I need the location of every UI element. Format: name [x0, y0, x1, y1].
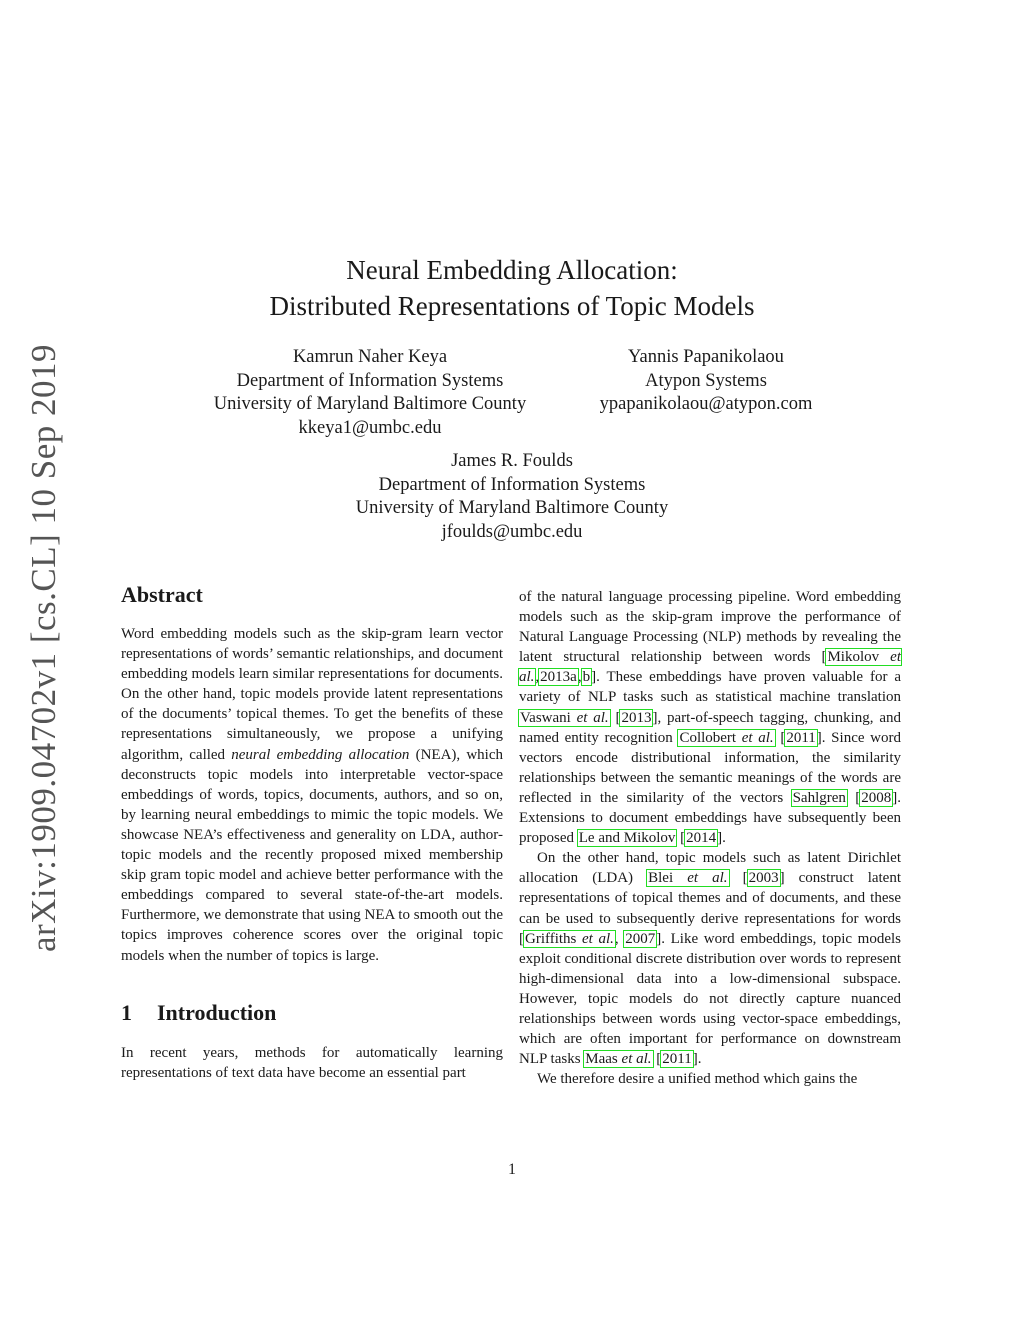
arxiv-identifier: arXiv:1909.04702v1 [cs.CL] 10 Sep 2019: [24, 343, 63, 953]
citation-link-maas[interactable]: Maas et al.: [585, 1051, 652, 1068]
author-dept: Department of Information Systems: [378, 474, 646, 495]
intro-paragraph-2: On the other hand, topic models such as latent Dirichlet allocation (LDA) Blei et al. [2003] construct latent representations of topical themes and of documents, and these can be used to subsequently derive representations for words [Griffiths et al., 2007]. Like word embeddings, topic models exploit conditional discrete distribution over words to represent high-dimensional data into a low-dimensional subspace. However, topic models do not directly capture nuanced relationships between words using vector-space embeddings, which are often important for performance on downstream NLP tasks Maas et al. [2011].: [519, 850, 902, 1068]
citation-link-2007[interactable]: 2007: [625, 930, 656, 947]
page-number: 1: [508, 1161, 516, 1178]
citation-link-2003[interactable]: 2003: [748, 870, 779, 887]
citation-link-griffiths[interactable]: Griffiths et al.: [525, 930, 614, 947]
title-line-1: Neural Embedding Allocation:: [346, 255, 678, 285]
citation-link-2013b[interactable]: b: [582, 669, 591, 686]
introduction-heading: 1 Introduction: [121, 999, 277, 1025]
author-name: Yannis Papanikolaou: [628, 347, 784, 367]
citation-link-blei[interactable]: Blei et al.: [648, 870, 728, 887]
author-email: kkeya1@umbc.edu: [298, 417, 442, 438]
author-block-foulds: [312, 450, 712, 544]
author-org: Atypon Systems: [645, 370, 767, 391]
citation-link-2011[interactable]: 2011: [786, 729, 816, 746]
author-email: ypapanikolaou@atypon.com: [599, 394, 813, 414]
author-name: James R. Foulds: [451, 451, 573, 471]
citation-link-2014[interactable]: 2014: [686, 830, 717, 847]
citation-link-mikolov[interactable]: Mikolov et al.: [519, 649, 901, 686]
citation-link-sahlgren[interactable]: Sahlgren: [792, 789, 846, 806]
author-org: University of Maryland Baltimore County: [355, 498, 669, 518]
intro-paragraph-continued: of the natural language processing pipeline. Word embedding models such as the skip-gram improve the performance of Natural Language Processing (NLP) methods by revealing the latent structural relationship between words [Mikolov et al.,2013a,b]. These embeddings have proven valuable for a variety of NLP tasks such as statistical machine translation Vaswani et al. [2013], part-of-speech tagging, chunking, and named entity recognition Collobert et al. [2011]. Since word vectors encode distributional information, the similarity relationships between the semantic meanings of the words are reflected in the similarity of the vectors Sahlgren [2008]. Extensions to document embeddings have subsequently been proposed Le and Mikolov [2014].: [519, 589, 901, 847]
author-dept: Department of Information Systems: [236, 370, 504, 391]
title-line-2: Distributed Representations of Topic Models: [269, 291, 755, 321]
paper-title: [0, 252, 1024, 324]
citation-link-collobert[interactable]: Collobert et al.: [679, 729, 774, 746]
abstract-heading: Abstract: [121, 582, 203, 607]
abstract-text: Word embedding models such as the skip-gram learn vector representations of words’ semantic relationships, and document embedding models learn similar representations for documents. On the other hand, topic models provide latent representations of the documents’ topical themes. To get the benefits of these representations simultaneously, we propose a unifying algorithm, called neural embedding allocation (NEA), which deconstructs topic models into interpretable vector-space embeddings of words, topics, documents, authors, and so on, by learning neural embeddings to mimic the topic models. We showcase NEA’s effectiveness and generality on LDA, author-topic models and the recently proposed mixed membership skip gram topic model and achieve better performance with the embeddings compared to several state-of-the-art models. Furthermore, we demonstrate that using NEA to smooth out the topics improves coherence scores over the original topic models when the number of topics is large.: [121, 626, 504, 964]
citation-link-2013a[interactable]: 2013a: [540, 669, 577, 686]
citation-link-vaswani[interactable]: Vaswani et al.: [520, 709, 609, 726]
author-block-papanikolaou: [560, 346, 852, 417]
citation-link-2008[interactable]: 2008: [861, 789, 892, 806]
author-email: jfoulds@umbc.edu: [441, 521, 583, 542]
left-column: [121, 580, 503, 1083]
intro-paragraph-start: In recent years, methods for automatically learning representations of text data have become an essential part: [121, 1044, 503, 1081]
author-block-keya: [190, 346, 550, 440]
citation-link-2011b[interactable]: 2011: [662, 1051, 692, 1068]
right-column: [519, 587, 901, 1089]
intro-paragraph-3: We therefore desire a unified method which gains the: [537, 1071, 858, 1088]
citation-link-le-mikolov[interactable]: Le and Mikolov: [578, 830, 676, 847]
author-name: Kamrun Naher Keya: [292, 347, 448, 367]
author-org: University of Maryland Baltimore County: [213, 394, 527, 414]
citation-link-2013[interactable]: 2013: [621, 709, 652, 726]
